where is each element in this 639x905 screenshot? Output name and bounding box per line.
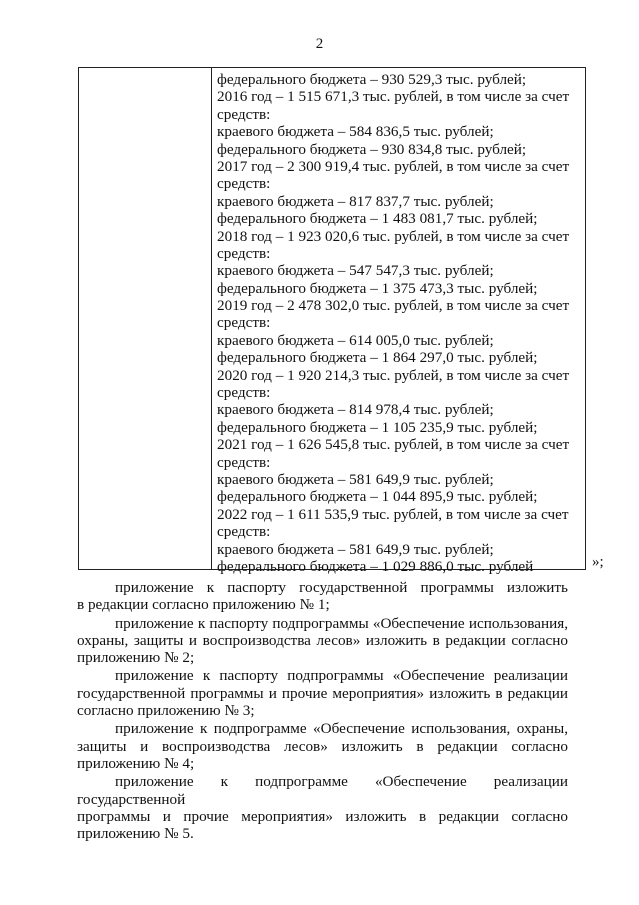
closing-quote-mark: »; [592,554,604,570]
amendment-paragraph [77,773,568,842]
amendment-paragraph [77,667,568,719]
table-line: краевого бюджета – 814 978,4 тыс. рублей; [217,401,494,419]
table-line: краевого бюджета – 581 649,9 тыс. рублей; [217,540,494,558]
paragraph-first-line: приложение к подпрограмме «Обеспечение использования, охраны, [115,720,568,738]
table-line: 2020 год – 1 920 214,3 тыс. рублей, в том числе за счет [217,366,570,384]
table-line: краевого бюджета – 614 005,0 тыс. рублей; [217,331,494,349]
table-line: 2017 год – 2 300 919,4 тыс. рублей, в том числе за счет [217,157,570,175]
table-line: федерального бюджета – 1 864 297,0 тыс. рублей; [217,349,538,367]
table-line: краевого бюджета – 581 649,9 тыс. рублей; [217,470,494,488]
table-line: 2022 год – 1 611 535,9 тыс. рублей, в том числе за счет [217,505,569,523]
table-line: 2016 год – 1 515 671,3 тыс. рублей, в том числе за счет [217,88,570,106]
paragraph-first-line: приложение к паспорту подпрограммы «Обеспечение реализации [115,667,568,685]
table-line: федерального бюджета – 1 044 895,9 тыс. рублей; [217,488,538,506]
paragraph-continuation: государственной программы и прочие мероприятия» изложить в редакции согласно приложению № 3; [77,684,568,720]
page-number: 2 [315,36,324,52]
table-line: федерального бюджета – 1 375 473,3 тыс. рублей; [217,279,538,297]
table-line: средств: [217,384,271,402]
paragraph-first-line: приложение к паспорту государственной программы изложить [115,579,568,596]
paragraph-continuation: защиты и воспроизводства лесов» изложить в редакции согласно приложению № 4; [77,737,568,772]
amendment-paragraph [77,615,568,667]
table-cell-financing [217,71,583,575]
table-line: 2021 год – 1 626 545,8 тыс. рублей, в том числе за счет [217,436,570,454]
table-line: федерального бюджета – 1 483 081,7 тыс. рублей; [217,210,538,228]
table-line: 2018 год – 1 923 020,6 тыс. рублей, в том числе за счет [217,227,570,245]
table-line: средств: [217,523,271,541]
table-line: средств: [217,105,271,123]
paragraph-continuation: в редакции согласно приложению № 1; [77,596,330,614]
paragraph-first-line: приложение к паспорту подпрограммы «Обеспечение использования, [115,614,568,632]
table-line: краевого бюджета – 547 547,3 тыс. рублей; [217,262,494,280]
amendment-paragraph [77,579,568,614]
table-line: федерального бюджета – 930 834,8 тыс. рублей; [217,140,527,158]
paragraph-continuation: программы и прочие мероприятия» изложить в редакции согласно приложению № 5. [77,807,568,843]
amendment-paragraphs [77,579,568,843]
table-line: средств: [217,453,271,471]
table-line: федерального бюджета – 1 029 886,0 тыс. рублей [217,557,534,575]
table-line: средств: [217,244,271,262]
table-line: федерального бюджета – 1 105 235,9 тыс. рублей; [217,418,538,436]
table-line: краевого бюджета – 817 837,7 тыс. рублей; [217,192,494,210]
table-line: 2019 год – 2 478 302,0 тыс. рублей, в том числе за счет [217,297,570,315]
table-line: средств: [217,175,271,193]
table-line: федерального бюджета – 930 529,3 тыс. рублей; [217,71,527,88]
amendment-paragraph [77,720,568,772]
budget-table [78,67,586,575]
table-column-divider [211,68,212,569]
paragraph-first-line: приложение к подпрограмме «Обеспечение реализации государственной [77,773,568,808]
paragraph-continuation: охраны, защиты и воспроизводства лесов» изложить в редакции согласно приложению № 2; [77,631,568,667]
table-line: краевого бюджета – 584 836,5 тыс. рублей; [217,123,494,141]
table-line: средств: [217,314,271,332]
